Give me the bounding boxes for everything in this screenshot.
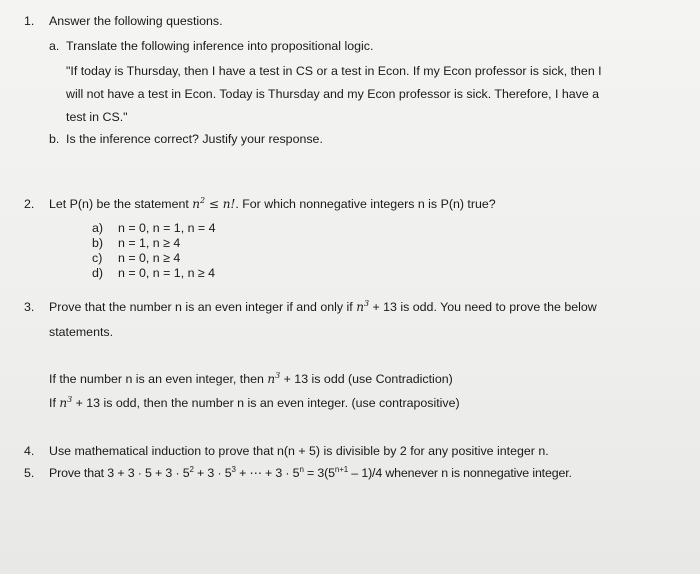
q5-number: 5. (24, 466, 35, 480)
q2-statement-exponent: 2 (200, 196, 206, 205)
q5-series-a: 3 + 3 · 5 + 3 · 5 (107, 466, 190, 480)
q1a-text: Translate the following inference into propositional logic. (66, 39, 374, 53)
q3-statement-1-post: is odd (use Contradiction) (308, 372, 453, 386)
q5-series-c: + ⋯ + 3 · 5 (235, 466, 300, 480)
q3-statement-1-expr (267, 372, 280, 386)
q2-option-d-text: n = 0, n = 1, n ≥ 4 (118, 266, 216, 280)
q3-expression (356, 300, 369, 314)
q2-number: 2. (24, 197, 35, 211)
q2-option-c-text: n = 0, n ≥ 4 (118, 251, 181, 265)
q2-text (49, 196, 496, 212)
q3-statement-2-expr (59, 396, 72, 410)
q3-line-1-pre: Prove that the number n is an even integer if and only if (49, 300, 357, 314)
q3-expression-n: n (356, 300, 364, 314)
q1b-text: Is the inference correct? Justify your response. (66, 132, 323, 146)
q2-option-a-label: a) (92, 221, 104, 235)
q3-statement-2-n: n (59, 396, 68, 410)
q1b-label: b. (49, 132, 60, 146)
q1a-quote-line-2: will not have a test in Econ. Today is Thursday and my Econ professor is sick. Therefore, I have a (66, 87, 600, 101)
q3-statement-1-pre: If the number n is an even integer, then (49, 372, 268, 386)
q1a-quote-line-1: "If today is Thursday, then I have a test in CS or a test in Econ. If my Econ professor is sick, then I (66, 64, 602, 78)
q2-option-c-label: c) (92, 251, 103, 265)
q2-statement-rest: ≤ n! (205, 197, 236, 211)
q5-series-eq2: – 1)/4 (348, 466, 383, 480)
q2-statement-n: n (192, 197, 200, 211)
q2-option-b-text: n = 1, n ≥ 4 (118, 236, 181, 250)
q4-number: 4. (24, 444, 35, 458)
q3-statement-1-plus13: + 13 (280, 372, 309, 386)
q2-text-post: . For which nonnegative integers n is P(n) true? (235, 197, 496, 211)
q2-option-a-text: n = 0, n = 1, n = 4 (118, 221, 216, 235)
q3-statement-1 (49, 371, 453, 387)
q5-series-b: + 3 · 5 (193, 466, 232, 480)
q1-title: Answer the following questions. (49, 14, 223, 28)
q3-line-2: statements. (49, 325, 114, 339)
q3-line-1-post: is odd. You need to prove the below (396, 300, 597, 314)
q4-text: Use mathematical induction to prove that n(n + 5) is divisible by 2 for any positive integer n. (49, 444, 549, 458)
q1a-quote-line-3: test in CS." (66, 110, 128, 124)
q1-number: 1. (24, 14, 35, 28)
q5-series-exp-3: 3 (231, 465, 236, 474)
q5-series-exp-n1: n+1 (334, 465, 349, 474)
q5-series-eq: = 3(5 (303, 466, 335, 480)
q5-text-pre: Prove that (49, 466, 108, 480)
q2-text-pre: Let P(n) be the statement (49, 197, 193, 211)
q3-statement-1-n: n (267, 372, 276, 386)
q3-number: 3. (24, 300, 35, 314)
q2-option-b-label: b) (92, 236, 104, 250)
q2-statement (192, 197, 235, 211)
q3-expression-exponent: 3 (363, 299, 370, 308)
q3-expression-plus13: + 13 (369, 300, 397, 314)
q3-statement-2 (49, 395, 460, 411)
q3-line-1 (49, 299, 597, 315)
q3-statement-2-exponent: 3 (67, 395, 73, 404)
q1a-label: a. (49, 39, 60, 53)
q5-text (49, 465, 572, 481)
q3-statement-2-plus13: + 13 (72, 396, 101, 410)
q2-option-d-label: d) (92, 266, 104, 280)
q5-series-exp-2: 2 (189, 465, 194, 474)
q3-statement-2-post: is odd, then the number n is an even integer. (use contrapositive) (100, 396, 460, 410)
q5-text-post: whenever n is nonnegative integer. (382, 466, 572, 480)
q3-statement-1-exponent: 3 (275, 371, 281, 380)
q5-series-exp-n: n (299, 465, 304, 474)
q3-statement-2-pre: If (49, 396, 60, 410)
q5-series (107, 466, 382, 480)
